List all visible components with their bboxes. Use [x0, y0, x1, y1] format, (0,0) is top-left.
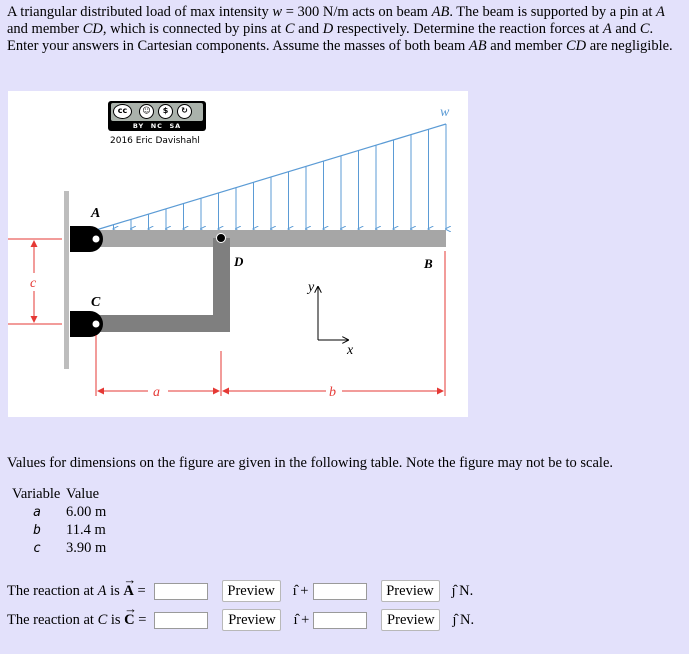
by-icon: ☺ — [139, 104, 154, 119]
y-axis-label: y — [308, 280, 315, 295]
answer-c-label: The reaction at C is → C = — [7, 612, 146, 629]
dimensions-note: Values for dimensions on the figure are given in the following table. Note the figure may not be to scale. — [7, 455, 614, 471]
i-hat-unit: ı̂ + — [292, 582, 309, 599]
problem-statement: A triangular distributed load of max intensity w = 300 N/m acts on beam AB. The beam is supported by a pin at A and member CD, which is connected by pins at C and D respectively. Determine the reaction forces at A and C. Enter your answers in Cartesian components. Assume the masses of both beam AB and member CD are negligible. — [7, 4, 673, 54]
answer-row-c — [7, 609, 474, 631]
answer-row-a — [7, 580, 473, 602]
table-row — [10, 521, 108, 539]
table-header-value: Value — [66, 485, 100, 502]
variables-table — [10, 485, 108, 557]
reaction-c-x-input[interactable] — [154, 612, 208, 629]
j-hat-unit: ȷ̂ N. — [451, 582, 474, 599]
cc-license-logo — [108, 101, 206, 131]
label-a: A — [91, 206, 101, 221]
table-header-row — [10, 485, 108, 503]
j-hat-unit: ȷ̂ N. — [452, 611, 475, 628]
label-d: D — [234, 254, 244, 269]
table-cell-variable: b — [33, 522, 41, 538]
table-header-variable: Variable — [12, 485, 61, 502]
answer-a-label: The reaction at A is → A = — [7, 583, 146, 600]
dim-b-label: b — [329, 385, 336, 400]
label-c: C — [91, 295, 101, 310]
beam-figure — [8, 91, 468, 417]
table-cell-variable: c — [33, 540, 41, 556]
beam-diagram-svg — [8, 91, 468, 417]
dim-a-label: a — [153, 385, 160, 400]
table-cell-value: 3.90 m — [66, 539, 107, 556]
i-hat-unit: ı̂ + — [293, 611, 310, 628]
pin-d — [217, 234, 226, 243]
preview-a-y-button[interactable]: Preview — [381, 580, 440, 602]
reaction-c-y-input[interactable] — [313, 612, 367, 629]
label-b: B — [424, 256, 433, 271]
table-row — [10, 503, 108, 521]
table-cell-value: 6.00 m — [66, 503, 107, 520]
table-cell-value: 11.4 m — [66, 521, 106, 538]
cc-license-labels: BY NC SA — [132, 122, 182, 130]
table-row — [10, 539, 108, 557]
pin-c — [92, 320, 100, 328]
reaction-a-y-input[interactable] — [313, 583, 367, 600]
figure-credit: 2016 Eric Davishahl — [110, 136, 200, 146]
preview-c-x-button[interactable]: Preview — [222, 609, 281, 631]
wall — [64, 191, 69, 369]
preview-a-x-button[interactable]: Preview — [222, 580, 281, 602]
pin-a — [92, 235, 100, 243]
dim-c-label: c — [30, 276, 37, 291]
beam-ab — [96, 230, 446, 247]
cc-icon: cc — [113, 104, 132, 119]
table-cell-variable: a — [33, 504, 41, 520]
member-cd-horizontal — [88, 315, 230, 332]
reaction-a-x-input[interactable] — [154, 583, 208, 600]
sa-icon: ↻ — [177, 104, 192, 119]
label-w: w — [440, 105, 450, 120]
x-axis-label: x — [347, 343, 354, 358]
nc-icon: $ — [158, 104, 173, 119]
preview-c-y-button[interactable]: Preview — [381, 609, 440, 631]
